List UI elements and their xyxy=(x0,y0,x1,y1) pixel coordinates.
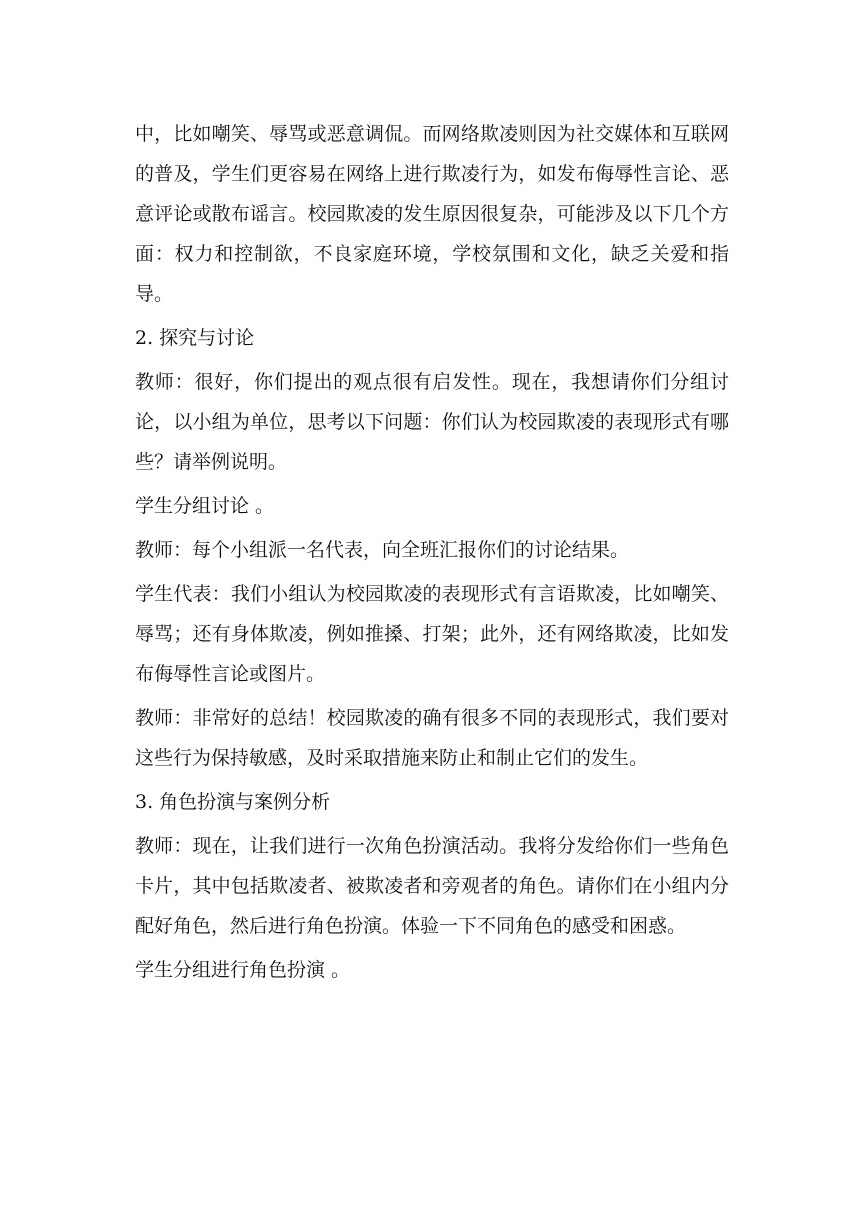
paragraph-student-representative: 学生代表：我们小组认为校园欺凌的表现形式有言语欺凌，比如嘲笑、辱骂；还有身体欺凌，例如推搡、打架；此外，还有网络欺凌，比如发布侮辱性言论或图片。 xyxy=(135,583,729,685)
paragraph-teacher-role-play: 教师：现在，让我们进行一次角色扮演活动。我将分发给你们一些角色卡片，其中包括欺凌者、被欺凌者和旁观者的角色。请你们在小组内分配好角色，然后进行角色扮演。体验一下不同角色的感受和困惑。 xyxy=(135,835,729,937)
paragraph-students-role-play: 学生分组进行角色扮演 。 xyxy=(135,959,351,981)
paragraph-bullying-causes: 中，比如嘲笑、辱骂或恶意调侃。而网络欺凌则因为社交媒体和互联网的普及，学生们更容易在网络上进行欺凌行为，如发布侮辱性言论、恶意评论或散布谣言。校园欺凌的发生原因很复杂，可能涉及以下几个方面：权力和控制欲，不良家庭环境，学校氛围和文化，缺乏关爱和指导。 xyxy=(135,123,729,305)
paragraph-teacher-report-request: 教师：每个小组派一名代表，向全班汇报你们的讨论结果。 xyxy=(135,539,630,561)
paragraph-students-discuss: 学生分组讨论 。 xyxy=(135,495,275,517)
paragraph-teacher-summary: 教师：非常好的总结！校园欺凌的确有很多不同的表现形式，我们要对这些行为保持敏感，及时采取措施来防止和制止它们的发生。 xyxy=(135,707,729,769)
section-heading-inquiry-discussion: 2. 探究与讨论 xyxy=(135,327,255,349)
document-body xyxy=(135,114,729,994)
paragraph-teacher-group-discussion: 教师：很好，你们提出的观点很有启发性。现在，我想请你们分组讨论，以小组为单位，思考以下问题：你们认为校园欺凌的表现形式有哪些？请举例说明。 xyxy=(135,371,729,473)
section-heading-role-play: 3. 角色扮演与案例分析 xyxy=(135,791,331,813)
